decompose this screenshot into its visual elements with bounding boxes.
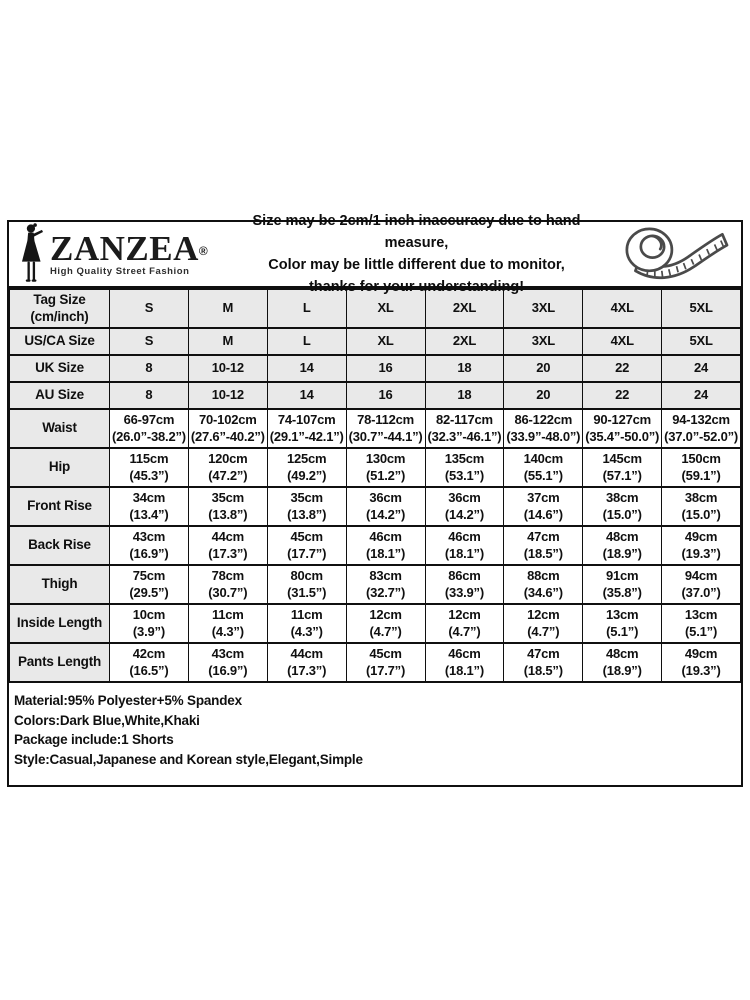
size-value-cell [188, 328, 267, 355]
cell-line: 82-117cm [435, 412, 493, 427]
size-value-cell [110, 289, 189, 328]
cell-line: L [302, 333, 311, 349]
brand-tagline: High Quality Street Fashion [50, 265, 190, 277]
size-value-cell [188, 565, 267, 604]
cell-line: 86-122cm [514, 412, 573, 427]
cell-line: 115cm [129, 451, 169, 466]
cell-line: 36cm [369, 490, 402, 505]
cell-line: (17.3”) [287, 662, 327, 678]
size-value-cell [504, 526, 583, 565]
size-value-cell [425, 526, 504, 565]
size-value-cell [425, 604, 504, 643]
table-row [10, 382, 741, 409]
cell-line: 14 [299, 387, 314, 403]
cell-line: Back Rise [28, 537, 91, 553]
size-value-cell [346, 355, 425, 382]
cell-line: (32.7”) [366, 584, 406, 600]
row-label-cell [10, 289, 110, 328]
size-value-cell [425, 565, 504, 604]
cell-line: L [302, 300, 311, 316]
cell-line: (59.1”) [681, 467, 721, 483]
size-value-cell [425, 409, 504, 448]
cell-line: 22 [615, 360, 630, 376]
size-value-cell [504, 328, 583, 355]
cell-line: (18.1”) [366, 545, 406, 561]
cell-line: 49cm [684, 646, 718, 661]
size-value-cell [425, 448, 504, 487]
size-value-cell [662, 409, 741, 448]
size-value-cell [346, 448, 425, 487]
row-label-cell [10, 487, 110, 526]
row-label-cell [10, 526, 110, 565]
cell-line: 47cm [527, 529, 560, 544]
table-row [10, 328, 741, 355]
cell-line: 8 [145, 360, 153, 376]
cell-line: 11cm [290, 607, 323, 622]
cell-line: UK Size [35, 360, 84, 376]
cell-line: Hip [48, 459, 71, 475]
table-row [10, 355, 741, 382]
size-value-cell [188, 643, 267, 682]
size-value-cell [583, 565, 662, 604]
cell-line: 47cm [527, 646, 560, 661]
size-value-cell [110, 328, 189, 355]
size-value-cell [110, 448, 189, 487]
cell-line: 37cm [527, 490, 560, 505]
tape-icon-wrap [609, 224, 741, 285]
size-value-cell [583, 604, 662, 643]
size-value-cell [662, 565, 741, 604]
row-label-cell [10, 355, 110, 382]
cell-line: 20 [536, 387, 551, 403]
size-value-cell [662, 448, 741, 487]
cell-line: (57.1”) [602, 467, 642, 483]
cell-line: 45cm [290, 529, 323, 544]
size-value-cell [662, 328, 741, 355]
cell-line: 42cm [132, 646, 166, 661]
cell-line: S [144, 333, 154, 349]
cell-line: (16.9”) [208, 662, 248, 678]
cell-line: 18 [457, 387, 472, 403]
cell-line: Waist [42, 420, 77, 436]
cell-line: (16.9”) [129, 545, 169, 561]
cell-line: (17.7”) [287, 545, 327, 561]
cell-line: 22 [615, 387, 630, 403]
cell-line: (27.6”-40.2”) [190, 428, 265, 444]
size-value-cell [346, 526, 425, 565]
cell-line: (33.9”) [444, 584, 484, 600]
cell-line: (18.9”) [602, 662, 642, 678]
cell-line: 49cm [684, 529, 718, 544]
notice-line-1: Size may be 2cm/1 inch inaccuracy due to hand measure, [252, 213, 581, 251]
cell-line: (30.7”) [208, 584, 248, 600]
row-label-cell [10, 565, 110, 604]
cell-line: US/CA Size [24, 333, 95, 349]
cell-line: 5XL [689, 333, 713, 349]
size-value-cell [267, 487, 346, 526]
cell-line: 94cm [684, 568, 718, 583]
cell-line: (15.0”) [681, 506, 721, 522]
cell-line: (49.2”) [287, 467, 327, 483]
cell-line: XL [377, 333, 394, 349]
size-value-cell [188, 526, 267, 565]
size-value-cell [188, 487, 267, 526]
cell-line: 8 [145, 387, 153, 403]
cell-line: (5.1”) [606, 623, 639, 639]
size-value-cell [504, 409, 583, 448]
cell-line: 10-12 [211, 387, 244, 403]
cell-line: 145cm [602, 451, 642, 466]
size-value-cell [267, 565, 346, 604]
cell-line: (29.1”-42.1”) [269, 428, 344, 444]
size-value-cell [346, 643, 425, 682]
cell-line: (29.5”) [129, 584, 169, 600]
row-label-cell [10, 409, 110, 448]
cell-line: (4.3”) [211, 623, 244, 639]
cell-line: (13.8”) [287, 506, 327, 522]
size-value-cell [662, 355, 741, 382]
size-value-cell [583, 487, 662, 526]
cell-line: 34cm [132, 490, 166, 505]
cell-line: 2XL [452, 333, 477, 349]
cell-line: 66-97cm [123, 412, 175, 427]
size-value-cell [346, 487, 425, 526]
table-row [10, 526, 741, 565]
cell-line: (13.4”) [129, 506, 169, 522]
cell-line: (55.1”) [523, 467, 563, 483]
size-value-cell [504, 604, 583, 643]
size-value-cell [583, 409, 662, 448]
size-value-cell [504, 382, 583, 409]
cell-line: 18 [457, 360, 472, 376]
size-value-cell [267, 382, 346, 409]
size-value-cell [267, 604, 346, 643]
cell-line: (15.0”) [602, 506, 642, 522]
cell-line: (19.3”) [681, 545, 721, 561]
package-line: Package include:1 Shorts [14, 732, 174, 747]
cell-line: 45cm [369, 646, 402, 661]
size-value-cell [504, 643, 583, 682]
cell-line: 36cm [448, 490, 481, 505]
size-value-cell [504, 448, 583, 487]
size-value-cell [346, 328, 425, 355]
row-label-cell [10, 643, 110, 682]
size-value-cell [662, 289, 741, 328]
table-row [10, 448, 741, 487]
cell-line: (18.1”) [444, 662, 484, 678]
size-value-cell [504, 487, 583, 526]
cell-line: Tag Size [33, 292, 86, 307]
cell-line: 43cm [132, 529, 166, 544]
size-value-cell [188, 382, 267, 409]
brand-name: ZANZEA [50, 228, 199, 268]
size-value-cell [188, 604, 267, 643]
cell-line: (5.1”) [685, 623, 718, 639]
cell-line: 75cm [132, 568, 166, 583]
cell-line: (31.5”) [287, 584, 327, 600]
size-value-cell [267, 526, 346, 565]
size-value-cell [662, 643, 741, 682]
cell-line: 48cm [605, 646, 639, 661]
cell-line: (45.3”) [129, 467, 169, 483]
cell-line: 10-12 [211, 360, 244, 376]
size-value-cell [583, 382, 662, 409]
size-value-cell [346, 604, 425, 643]
table-row [10, 604, 741, 643]
cell-line: 38cm [605, 490, 639, 505]
cell-line: 10cm [132, 607, 166, 622]
cell-line: 3XL [531, 333, 555, 349]
size-chart-panel [7, 213, 743, 787]
colors-line: Colors:Dark Blue,White,Khaki [14, 712, 200, 728]
cell-line: 13cm [605, 607, 639, 622]
brand-line [50, 228, 208, 268]
cell-line: 78cm [211, 568, 245, 583]
cell-line: (51.2”) [366, 467, 406, 483]
size-value-cell [267, 355, 346, 382]
size-value-cell [110, 409, 189, 448]
cell-line: 3XL [531, 300, 555, 316]
cell-line: 88cm [527, 568, 560, 583]
size-value-cell [267, 409, 346, 448]
size-value-cell [583, 526, 662, 565]
size-value-cell [188, 355, 267, 382]
size-value-cell [662, 604, 741, 643]
size-value-cell [346, 565, 425, 604]
cell-line: 35cm [290, 490, 323, 505]
cell-line: (14.2”) [444, 506, 484, 522]
cell-line: 35cm [211, 490, 245, 505]
cell-line: (4.3”) [290, 623, 323, 639]
cell-line: 83cm [369, 568, 402, 583]
cell-line: 90-127cm [593, 412, 652, 427]
cell-line: Inside Length [16, 615, 103, 631]
size-value-cell [267, 448, 346, 487]
cell-line: 12cm [369, 607, 402, 622]
cell-line: 13cm [684, 607, 718, 622]
size-value-cell [110, 643, 189, 682]
cell-line: 150cm [681, 451, 721, 466]
row-label-cell [10, 604, 110, 643]
cell-line: Pants Length [17, 654, 102, 670]
cell-line: 20 [536, 360, 551, 376]
size-value-cell [188, 409, 267, 448]
cell-line: (33.9”-48.0”) [506, 428, 581, 444]
cell-line: (47.2”) [208, 467, 248, 483]
cell-line: (4.7”) [448, 623, 481, 639]
cell-line: 135cm [444, 451, 485, 466]
cell-line: 125cm [286, 451, 327, 466]
cell-line: (32.3”-46.1”) [427, 428, 502, 444]
cell-line: 4XL [610, 300, 634, 316]
cell-line: 11cm [211, 607, 244, 622]
cell-line: 46cm [369, 529, 402, 544]
size-value-cell [267, 328, 346, 355]
registered-mark: ® [198, 243, 208, 258]
size-value-cell [583, 328, 662, 355]
size-value-cell [504, 565, 583, 604]
cell-line: 24 [694, 387, 709, 403]
cell-line: 94-132cm [672, 412, 730, 427]
cell-line: 16 [378, 387, 393, 403]
size-value-cell [662, 526, 741, 565]
size-value-cell [110, 355, 189, 382]
size-value-cell [425, 355, 504, 382]
size-value-cell [110, 604, 189, 643]
cell-line: 140cm [523, 451, 564, 466]
cell-line: (37.0”) [681, 584, 721, 600]
size-notice [224, 210, 609, 298]
logo-text [50, 228, 208, 277]
table-row [10, 487, 741, 526]
cell-line: (4.7”) [527, 623, 560, 639]
size-value-cell [110, 565, 189, 604]
table-row [10, 565, 741, 604]
notice-line-2: Color may be little different due to monitor, [268, 257, 565, 273]
size-value-cell [110, 382, 189, 409]
table-row [10, 409, 741, 448]
cell-line: (13.8”) [208, 506, 248, 522]
cell-line: (14.6”) [523, 506, 563, 522]
cell-line: (35.4”-50.0”) [585, 428, 660, 444]
notice-line-3: thanks for your understanding! [308, 279, 525, 295]
cell-line: 86cm [448, 568, 481, 583]
cell-line: 5XL [689, 300, 713, 316]
cell-line: 44cm [290, 646, 323, 661]
cell-line: (26.0”-38.2”) [111, 428, 186, 444]
size-value-cell [188, 448, 267, 487]
cell-line: (3.9”) [132, 623, 165, 639]
cell-line: 16 [378, 360, 393, 376]
cell-line: (30.7”-44.1”) [348, 428, 423, 444]
size-value-cell [110, 487, 189, 526]
cell-line: (35.8”) [602, 584, 642, 600]
row-label-cell [10, 448, 110, 487]
size-value-cell [346, 382, 425, 409]
cell-line: 14 [299, 360, 314, 376]
header [9, 213, 741, 295]
cell-line: 43cm [211, 646, 245, 661]
size-value-cell [346, 409, 425, 448]
cell-line: M [222, 300, 234, 316]
cell-line: (cm/inch) [30, 308, 89, 324]
product-details [9, 683, 741, 785]
row-label-cell [10, 382, 110, 409]
cell-line: 48cm [605, 529, 639, 544]
cell-line: (18.5”) [523, 545, 563, 561]
woman-silhouette-icon [19, 223, 47, 285]
style-line: Style:Casual,Japanese and Korean style,Elegant,Simple [14, 751, 363, 767]
cell-line: 38cm [684, 490, 718, 505]
cell-line: 2XL [452, 300, 477, 316]
size-table [9, 288, 741, 683]
size-value-cell [583, 643, 662, 682]
cell-line: 80cm [290, 568, 323, 583]
cell-line: XL [377, 300, 394, 316]
cell-line: 44cm [211, 529, 245, 544]
material-line: Material:95% Polyester+5% Spandex [14, 693, 242, 708]
cell-line: (18.5”) [523, 662, 563, 678]
cell-line: (16.5”) [129, 662, 169, 678]
size-value-cell [504, 355, 583, 382]
cell-line: M [222, 333, 234, 349]
size-value-cell [425, 487, 504, 526]
cell-line: Front Rise [27, 498, 92, 514]
cell-line: (37.0”-52.0”) [664, 428, 739, 444]
size-value-cell [110, 526, 189, 565]
row-label-cell [10, 328, 110, 355]
cell-line: (53.1”) [444, 467, 484, 483]
size-value-cell [425, 328, 504, 355]
size-table-body [10, 289, 741, 682]
cell-line: 12cm [527, 607, 560, 622]
cell-line: 4XL [610, 333, 634, 349]
cell-line: Thigh [41, 576, 78, 592]
cell-line: (17.7”) [366, 662, 406, 678]
cell-line: (14.2”) [366, 506, 406, 522]
size-value-cell [425, 643, 504, 682]
cell-line: (17.3”) [208, 545, 248, 561]
cell-line: (34.6”) [523, 584, 563, 600]
size-value-cell [425, 382, 504, 409]
table-row [10, 643, 741, 682]
brand-logo [9, 223, 224, 285]
cell-line: AU Size [35, 387, 84, 403]
cell-line: 120cm [208, 451, 248, 466]
cell-line: 24 [694, 360, 709, 376]
cell-line: (18.1”) [444, 545, 484, 561]
cell-line: 91cm [605, 568, 639, 583]
cell-line: (19.3”) [681, 662, 721, 678]
cell-line: (18.9”) [602, 545, 642, 561]
size-value-cell [583, 448, 662, 487]
size-value-cell [662, 382, 741, 409]
cell-line: 130cm [365, 451, 406, 466]
size-value-cell [662, 487, 741, 526]
cell-line: 74-107cm [277, 412, 336, 427]
cell-line: S [144, 300, 154, 316]
size-value-cell [583, 355, 662, 382]
measuring-tape-icon [616, 224, 734, 285]
cell-line: 12cm [448, 607, 481, 622]
size-value-cell [267, 643, 346, 682]
cell-line: 46cm [448, 646, 481, 661]
cell-line: 46cm [448, 529, 481, 544]
cell-line: 78-112cm [357, 412, 415, 427]
cell-line: (4.7”) [369, 623, 402, 639]
cell-line: 70-102cm [198, 412, 257, 427]
